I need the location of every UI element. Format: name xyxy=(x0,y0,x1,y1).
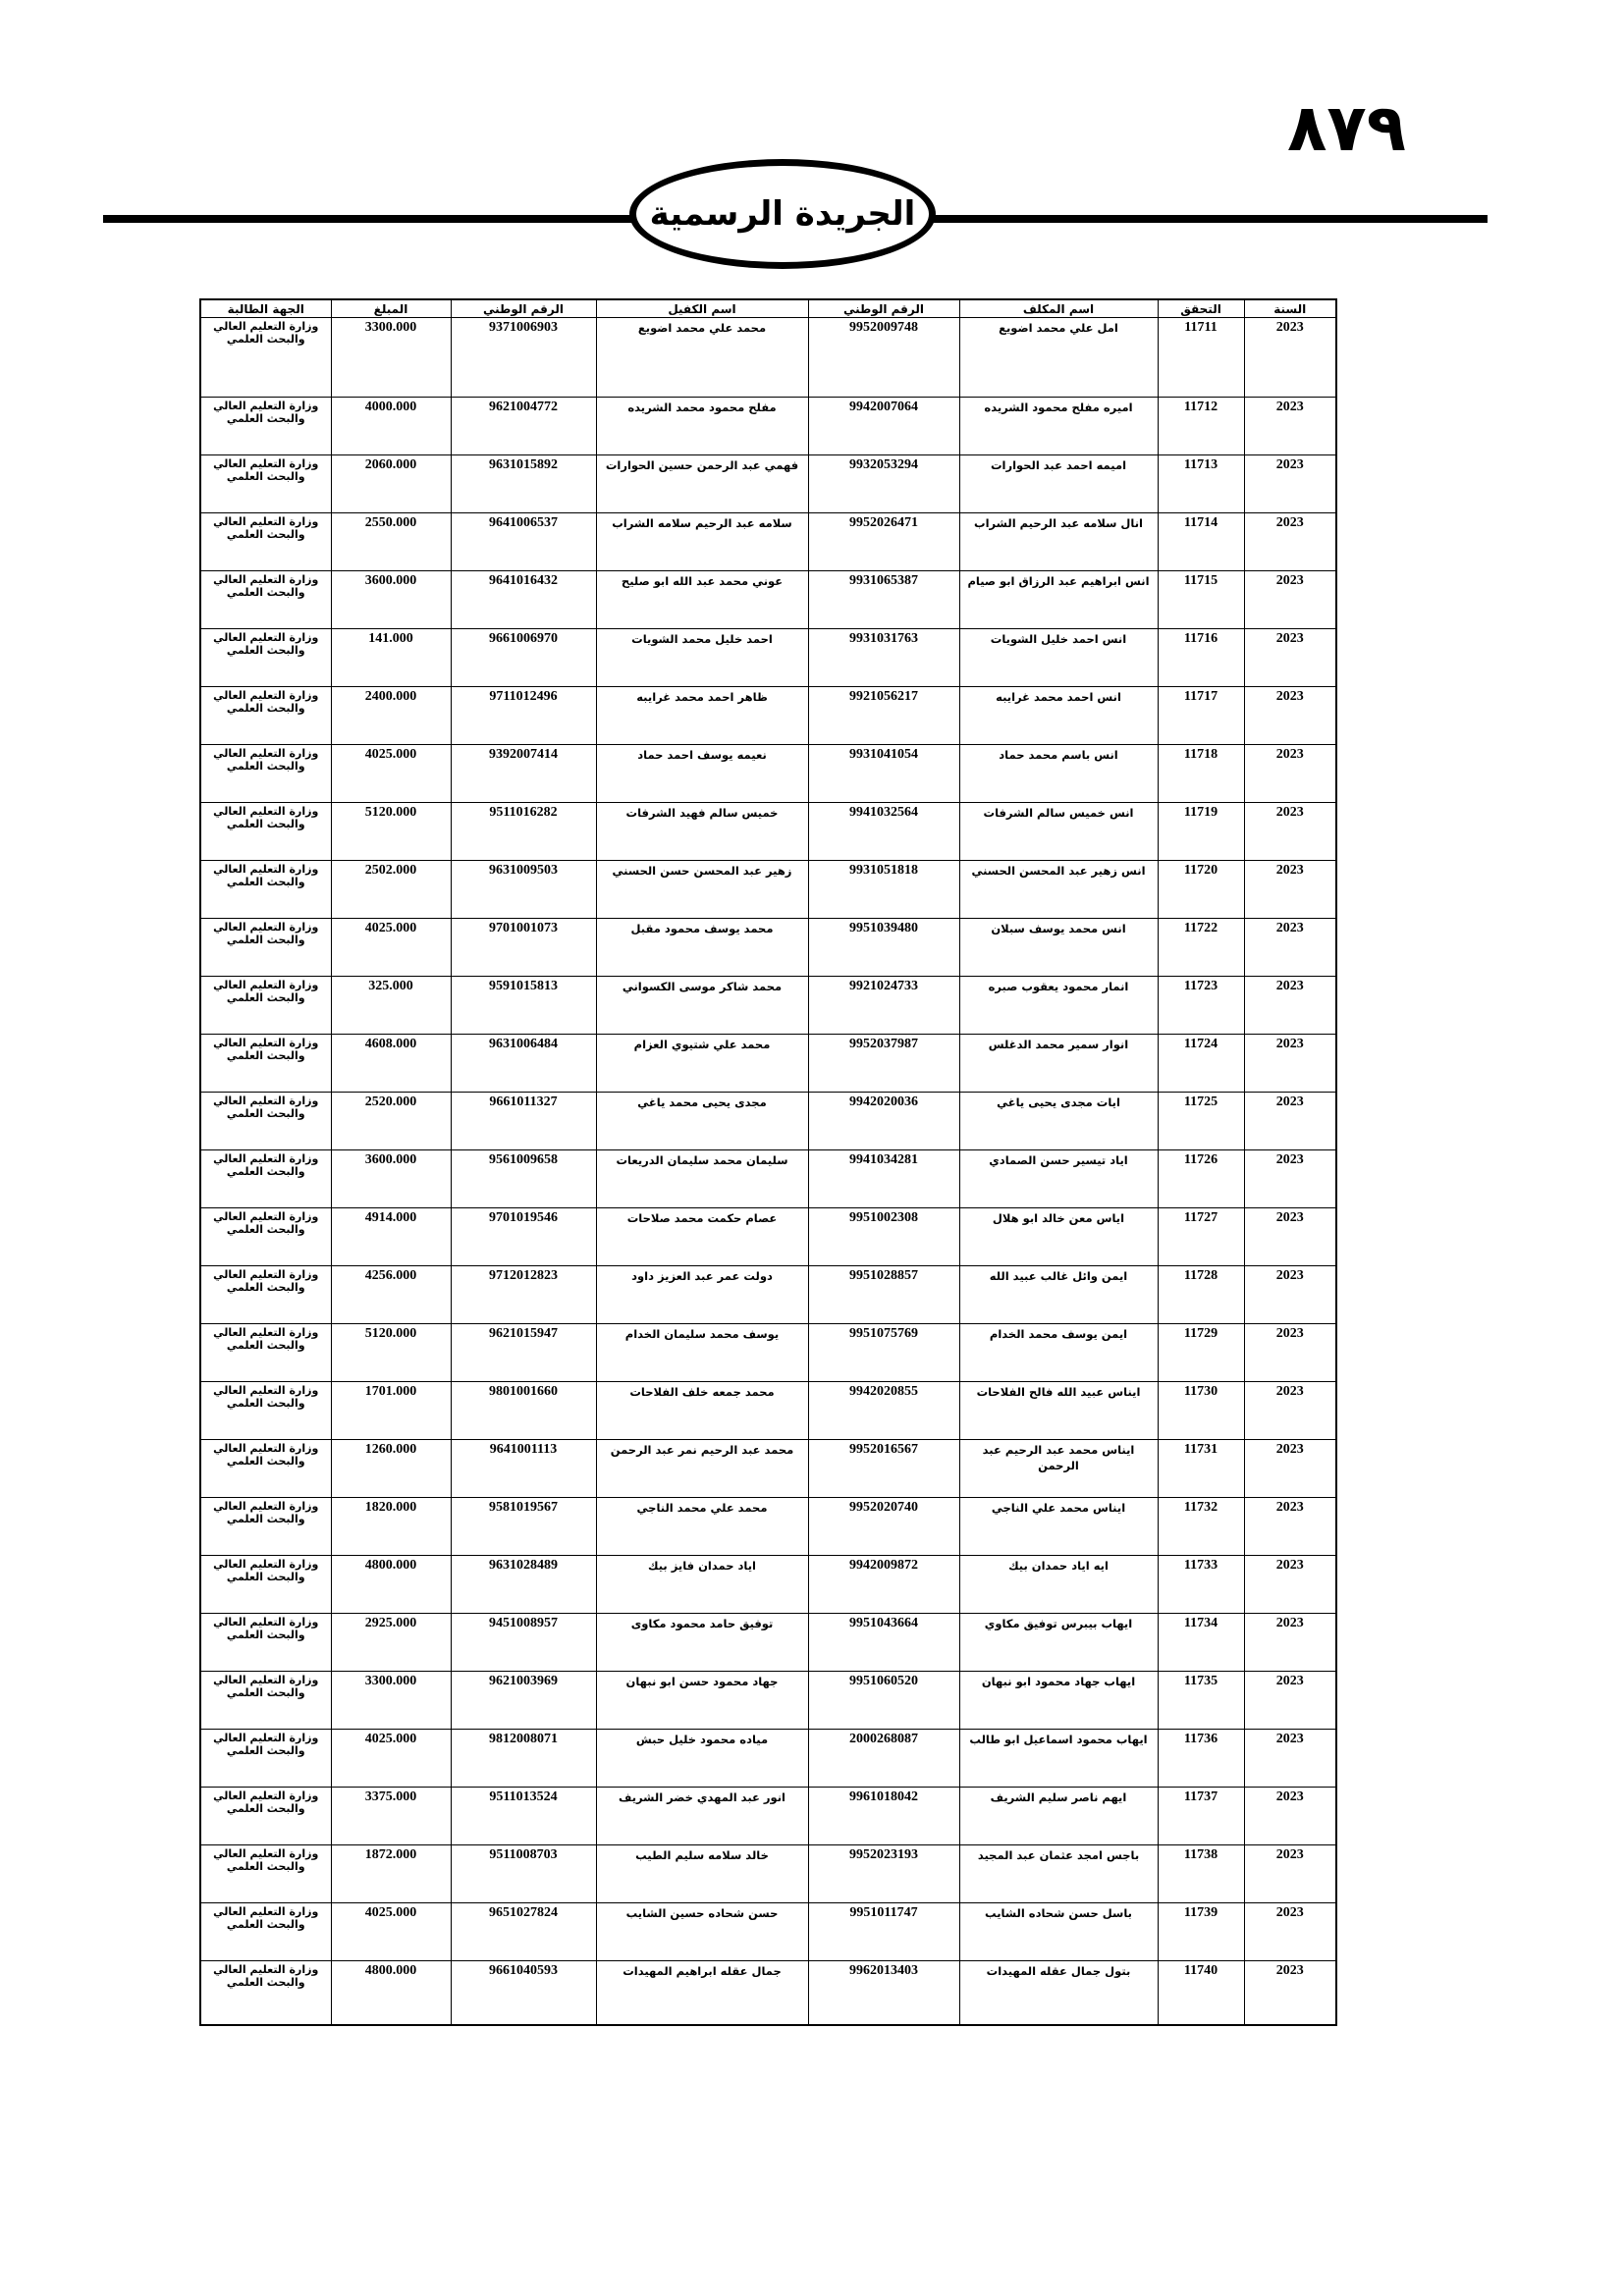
guarantor-national-id-cell: 9701001073 xyxy=(451,919,596,977)
debtor-name-cell: ايات مجدى يحيى ياغي xyxy=(959,1093,1158,1150)
table-row xyxy=(200,1266,1336,1324)
requesting-entity-cell: وزارة التعليم العالي والبحث العلمي xyxy=(200,977,331,1035)
requesting-entity-cell: وزارة التعليم العالي والبحث العلمي xyxy=(200,1788,331,1845)
table-row xyxy=(200,1382,1336,1440)
guarantor-national-id-cell: 9631009503 xyxy=(451,861,596,919)
guarantor-name-cell: مفلح محمود محمد الشريده xyxy=(596,398,808,455)
year-cell: 2023 xyxy=(1244,455,1336,513)
debtor-national-id-cell: 9952023193 xyxy=(808,1845,959,1903)
verification-cell: 11733 xyxy=(1158,1556,1244,1614)
guarantor-name-cell: محمد جمعه خلف الفلاحات xyxy=(596,1382,808,1440)
debtor-name-cell: باجس امجد عثمان عبد المجيد xyxy=(959,1845,1158,1903)
debtor-national-id-cell: 9932053294 xyxy=(808,455,959,513)
debtor-national-id-cell: 9952009748 xyxy=(808,318,959,398)
year-cell: 2023 xyxy=(1244,1498,1336,1556)
debtor-name-cell: انس خميس سالم الشرفات xyxy=(959,803,1158,861)
debtor-national-id-cell: 9951011747 xyxy=(808,1903,959,1961)
amount-cell: 3600.000 xyxy=(331,1150,451,1208)
year-cell: 2023 xyxy=(1244,1672,1336,1730)
col-header-guarantor-national-id: الرقم الوطني xyxy=(451,299,596,318)
debtor-national-id-cell: 9931031763 xyxy=(808,629,959,687)
table-row xyxy=(200,1672,1336,1730)
guarantor-name-cell: دولت عمر عبد العزيز داود xyxy=(596,1266,808,1324)
debtor-name-cell: بتول جمال عقله المهيدات xyxy=(959,1961,1158,2026)
verification-cell: 11731 xyxy=(1158,1440,1244,1498)
guarantor-national-id-cell: 9621015947 xyxy=(451,1324,596,1382)
debtor-national-id-cell: 9952016567 xyxy=(808,1440,959,1498)
year-cell: 2023 xyxy=(1244,919,1336,977)
debtor-national-id-cell: 9962013403 xyxy=(808,1961,959,2026)
amount-cell: 2925.000 xyxy=(331,1614,451,1672)
debtor-name-cell: انس باسم محمد حماد xyxy=(959,745,1158,803)
debtor-national-id-cell: 9952037987 xyxy=(808,1035,959,1093)
guarantor-national-id-cell: 9801001660 xyxy=(451,1382,596,1440)
guarantor-name-cell: محمد علي شتيوي العزام xyxy=(596,1035,808,1093)
verification-cell: 11714 xyxy=(1158,513,1244,571)
table-row xyxy=(200,803,1336,861)
guarantor-name-cell: يوسف محمد سليمان الخدام xyxy=(596,1324,808,1382)
verification-cell: 11722 xyxy=(1158,919,1244,977)
guarantor-national-id-cell: 9812008071 xyxy=(451,1730,596,1788)
gazette-title: الجريدة الرسمية xyxy=(649,194,916,234)
verification-cell: 11732 xyxy=(1158,1498,1244,1556)
guarantor-national-id-cell: 9591015813 xyxy=(451,977,596,1035)
table-row xyxy=(200,1730,1336,1788)
guarantor-national-id-cell: 9581019567 xyxy=(451,1498,596,1556)
requesting-entity-cell: وزارة التعليم العالي والبحث العلمي xyxy=(200,1730,331,1788)
year-cell: 2023 xyxy=(1244,1614,1336,1672)
requesting-entity-cell: وزارة التعليم العالي والبحث العلمي xyxy=(200,803,331,861)
debtor-name-cell: اميمه احمد عبد الحوارات xyxy=(959,455,1158,513)
table-row xyxy=(200,1440,1336,1498)
guarantor-name-cell: فهمي عبد الرحمن حسين الحوارات xyxy=(596,455,808,513)
verification-cell: 11712 xyxy=(1158,398,1244,455)
table-row xyxy=(200,919,1336,977)
debtor-national-id-cell: 9941032564 xyxy=(808,803,959,861)
guarantor-name-cell: محمد شاكر موسى الكسواني xyxy=(596,977,808,1035)
guarantor-national-id-cell: 9661011327 xyxy=(451,1093,596,1150)
requesting-entity-cell: وزارة التعليم العالي والبحث العلمي xyxy=(200,745,331,803)
requesting-entity-cell: وزارة التعليم العالي والبحث العلمي xyxy=(200,1614,331,1672)
guarantor-national-id-cell: 9392007414 xyxy=(451,745,596,803)
table-header-row xyxy=(200,299,1336,318)
verification-cell: 11711 xyxy=(1158,318,1244,398)
verification-cell: 11727 xyxy=(1158,1208,1244,1266)
requesting-entity-cell: وزارة التعليم العالي والبحث العلمي xyxy=(200,513,331,571)
table-row xyxy=(200,513,1336,571)
verification-cell: 11717 xyxy=(1158,687,1244,745)
guarantor-national-id-cell: 9631015892 xyxy=(451,455,596,513)
requesting-entity-cell: وزارة التعليم العالي والبحث العلمي xyxy=(200,1556,331,1614)
guarantor-national-id-cell: 9621003969 xyxy=(451,1672,596,1730)
amount-cell: 5120.000 xyxy=(331,803,451,861)
debtor-name-cell: ايهاب بيبرس توفيق مكاوي xyxy=(959,1614,1158,1672)
guarantor-name-cell: سليمان محمد سليمان الدريعات xyxy=(596,1150,808,1208)
table-body xyxy=(200,318,1336,2026)
guarantor-name-cell: ظاهر احمد محمد غرايبه xyxy=(596,687,808,745)
requesting-entity-cell: وزارة التعليم العالي والبحث العلمي xyxy=(200,1382,331,1440)
verification-cell: 11723 xyxy=(1158,977,1244,1035)
col-header-requesting-entity: الجهة الطالبة xyxy=(200,299,331,318)
year-cell: 2023 xyxy=(1244,1961,1336,2026)
col-header-amount: المبلغ xyxy=(331,299,451,318)
guarantor-name-cell: اياد حمدان فايز بيك xyxy=(596,1556,808,1614)
verification-cell: 11719 xyxy=(1158,803,1244,861)
requesting-entity-cell: وزارة التعليم العالي والبحث العلمي xyxy=(200,1903,331,1961)
verification-cell: 11724 xyxy=(1158,1035,1244,1093)
guarantor-national-id-cell: 9621004772 xyxy=(451,398,596,455)
year-cell: 2023 xyxy=(1244,629,1336,687)
requesting-entity-cell: وزارة التعليم العالي والبحث العلمي xyxy=(200,1266,331,1324)
requesting-entity-cell: وزارة التعليم العالي والبحث العلمي xyxy=(200,1208,331,1266)
amount-cell: 4914.000 xyxy=(331,1208,451,1266)
amount-cell: 325.000 xyxy=(331,977,451,1035)
year-cell: 2023 xyxy=(1244,1788,1336,1845)
guarantor-name-cell: مياده محمود خليل حبش xyxy=(596,1730,808,1788)
guarantor-name-cell: سلامه عبد الرحيم سلامه الشراب xyxy=(596,513,808,571)
year-cell: 2023 xyxy=(1244,1556,1336,1614)
debtor-name-cell: انس احمد خليل الشويات xyxy=(959,629,1158,687)
table-row xyxy=(200,977,1336,1035)
guarantor-national-id-cell: 9451008957 xyxy=(451,1614,596,1672)
amount-cell: 1872.000 xyxy=(331,1845,451,1903)
guarantor-national-id-cell: 9711012496 xyxy=(451,687,596,745)
debtor-name-cell: باسل حسن شحاده الشايب xyxy=(959,1903,1158,1961)
table-row xyxy=(200,861,1336,919)
debtor-name-cell: اميره مفلح محمود الشريده xyxy=(959,398,1158,455)
year-cell: 2023 xyxy=(1244,977,1336,1035)
table-row xyxy=(200,687,1336,745)
year-cell: 2023 xyxy=(1244,513,1336,571)
year-cell: 2023 xyxy=(1244,318,1336,398)
amount-cell: 141.000 xyxy=(331,629,451,687)
amount-cell: 4800.000 xyxy=(331,1556,451,1614)
table-row xyxy=(200,629,1336,687)
table-row xyxy=(200,398,1336,455)
requesting-entity-cell: وزارة التعليم العالي والبحث العلمي xyxy=(200,1672,331,1730)
debtor-name-cell: انمار محمود يعقوب صبره xyxy=(959,977,1158,1035)
debtor-name-cell: انس ابراهيم عبد الرزاق ابو صيام xyxy=(959,571,1158,629)
verification-cell: 11737 xyxy=(1158,1788,1244,1845)
guarantor-national-id-cell: 9371006903 xyxy=(451,318,596,398)
debtor-name-cell: ايمن يوسف محمد الخدام xyxy=(959,1324,1158,1382)
amount-cell: 2502.000 xyxy=(331,861,451,919)
amount-cell: 2550.000 xyxy=(331,513,451,571)
debtor-national-id-cell: 9951028857 xyxy=(808,1266,959,1324)
year-cell: 2023 xyxy=(1244,1093,1336,1150)
col-header-guarantor-name: اسم الكفيل xyxy=(596,299,808,318)
guarantor-name-cell: مجدى يحيى محمد ياغي xyxy=(596,1093,808,1150)
amount-cell: 2400.000 xyxy=(331,687,451,745)
year-cell: 2023 xyxy=(1244,1382,1336,1440)
verification-cell: 11736 xyxy=(1158,1730,1244,1788)
debtor-name-cell: انس احمد محمد غرايبه xyxy=(959,687,1158,745)
debtor-national-id-cell: 9952020740 xyxy=(808,1498,959,1556)
guarantor-national-id-cell: 9661006970 xyxy=(451,629,596,687)
debtor-national-id-cell: 9931065387 xyxy=(808,571,959,629)
amount-cell: 3300.000 xyxy=(331,318,451,398)
debtor-name-cell: ايناس عبيد الله فالح الفلاحات xyxy=(959,1382,1158,1440)
debtor-national-id-cell: 9931051818 xyxy=(808,861,959,919)
amount-cell: 4025.000 xyxy=(331,919,451,977)
debtor-national-id-cell: 9951043664 xyxy=(808,1614,959,1672)
requesting-entity-cell: وزارة التعليم العالي والبحث العلمي xyxy=(200,1150,331,1208)
table-row xyxy=(200,1614,1336,1672)
requesting-entity-cell: وزارة التعليم العالي والبحث العلمي xyxy=(200,318,331,398)
table-row xyxy=(200,1208,1336,1266)
debtor-national-id-cell: 9952026471 xyxy=(808,513,959,571)
guarantor-name-cell: انور عبد المهدي خضر الشريف xyxy=(596,1788,808,1845)
debtor-name-cell: ايمن وائل غالب عبيد الله xyxy=(959,1266,1158,1324)
debtor-name-cell: ايهم ناصر سليم الشريف xyxy=(959,1788,1158,1845)
debtor-name-cell: اياس معن خالد ابو هلال xyxy=(959,1208,1158,1266)
verification-cell: 11730 xyxy=(1158,1382,1244,1440)
table-row xyxy=(200,455,1336,513)
table-row xyxy=(200,1961,1336,2026)
year-cell: 2023 xyxy=(1244,1208,1336,1266)
table-row xyxy=(200,318,1336,398)
table-row xyxy=(200,1093,1336,1150)
guarantor-name-cell: محمد عبد الرحيم نمر عبد الرحمن xyxy=(596,1440,808,1498)
debtor-name-cell: ايهاب جهاد محمود ابو نبهان xyxy=(959,1672,1158,1730)
amount-cell: 4800.000 xyxy=(331,1961,451,2026)
guarantor-name-cell: عصام حكمت محمد صلاحات xyxy=(596,1208,808,1266)
amount-cell: 3300.000 xyxy=(331,1672,451,1730)
guarantor-name-cell: خميس سالم فهيد الشرفات xyxy=(596,803,808,861)
verification-cell: 11729 xyxy=(1158,1324,1244,1382)
table-row xyxy=(200,1845,1336,1903)
amount-cell: 4025.000 xyxy=(331,1730,451,1788)
verification-cell: 11739 xyxy=(1158,1903,1244,1961)
debtor-national-id-cell: 9942007064 xyxy=(808,398,959,455)
guarantor-name-cell: محمد يوسف محمود مقبل xyxy=(596,919,808,977)
verification-cell: 11716 xyxy=(1158,629,1244,687)
debtor-name-cell: ايناس محمد عبد الرحيم عبد الرحمن xyxy=(959,1440,1158,1498)
requesting-entity-cell: وزارة التعليم العالي والبحث العلمي xyxy=(200,455,331,513)
debtor-name-cell: انال سلامه عبد الرحيم الشراب xyxy=(959,513,1158,571)
verification-cell: 11720 xyxy=(1158,861,1244,919)
table-row xyxy=(200,745,1336,803)
year-cell: 2023 xyxy=(1244,861,1336,919)
requesting-entity-cell: وزارة التعليم العالي والبحث العلمي xyxy=(200,919,331,977)
debtor-name-cell: انس زهير عبد المحسن الحسني xyxy=(959,861,1158,919)
table-row xyxy=(200,1788,1336,1845)
debtor-name-cell: انوار سمير محمد الدغلس xyxy=(959,1035,1158,1093)
guarantor-name-cell: حسن شحاده حسين الشايب xyxy=(596,1903,808,1961)
col-header-debtor-national-id: الرقم الوطني xyxy=(808,299,959,318)
year-cell: 2023 xyxy=(1244,687,1336,745)
col-header-debtor-name: اسم المكلف xyxy=(959,299,1158,318)
amount-cell: 3600.000 xyxy=(331,571,451,629)
amount-cell: 1701.000 xyxy=(331,1382,451,1440)
verification-cell: 11725 xyxy=(1158,1093,1244,1150)
debtors-table-container xyxy=(199,298,1335,2026)
amount-cell: 5120.000 xyxy=(331,1324,451,1382)
requesting-entity-cell: وزارة التعليم العالي والبحث العلمي xyxy=(200,398,331,455)
year-cell: 2023 xyxy=(1244,1730,1336,1788)
table-row xyxy=(200,1498,1336,1556)
verification-cell: 11735 xyxy=(1158,1672,1244,1730)
debtor-national-id-cell: 9921056217 xyxy=(808,687,959,745)
year-cell: 2023 xyxy=(1244,1266,1336,1324)
year-cell: 2023 xyxy=(1244,745,1336,803)
debtor-national-id-cell: 9931041054 xyxy=(808,745,959,803)
verification-cell: 11728 xyxy=(1158,1266,1244,1324)
table-row xyxy=(200,1035,1336,1093)
requesting-entity-cell: وزارة التعليم العالي والبحث العلمي xyxy=(200,861,331,919)
requesting-entity-cell: وزارة التعليم العالي والبحث العلمي xyxy=(200,1324,331,1382)
verification-cell: 11726 xyxy=(1158,1150,1244,1208)
year-cell: 2023 xyxy=(1244,1845,1336,1903)
amount-cell: 4000.000 xyxy=(331,398,451,455)
year-cell: 2023 xyxy=(1244,571,1336,629)
guarantor-name-cell: خالد سلامه سليم الطيب xyxy=(596,1845,808,1903)
requesting-entity-cell: وزارة التعليم العالي والبحث العلمي xyxy=(200,1093,331,1150)
guarantor-national-id-cell: 9651027824 xyxy=(451,1903,596,1961)
year-cell: 2023 xyxy=(1244,1150,1336,1208)
amount-cell: 1260.000 xyxy=(331,1440,451,1498)
year-cell: 2023 xyxy=(1244,1324,1336,1382)
table-row xyxy=(200,1903,1336,1961)
table-row xyxy=(200,1324,1336,1382)
amount-cell: 4256.000 xyxy=(331,1266,451,1324)
guarantor-national-id-cell: 9511016282 xyxy=(451,803,596,861)
amount-cell: 4025.000 xyxy=(331,745,451,803)
debtor-name-cell: اياد تيسير حسن الصمادي xyxy=(959,1150,1158,1208)
guarantor-name-cell: عوني محمد عبد الله ابو صليح xyxy=(596,571,808,629)
amount-cell: 2060.000 xyxy=(331,455,451,513)
amount-cell: 4608.000 xyxy=(331,1035,451,1093)
amount-cell: 4025.000 xyxy=(331,1903,451,1961)
requesting-entity-cell: وزارة التعليم العالي والبحث العلمي xyxy=(200,1845,331,1903)
debtor-national-id-cell: 9951075769 xyxy=(808,1324,959,1382)
guarantor-name-cell: جهاد محمود حسن ابو نبهان xyxy=(596,1672,808,1730)
debtor-national-id-cell: 9951002308 xyxy=(808,1208,959,1266)
debtor-national-id-cell: 9951039480 xyxy=(808,919,959,977)
table-row xyxy=(200,1556,1336,1614)
guarantor-national-id-cell: 9631006484 xyxy=(451,1035,596,1093)
amount-cell: 3375.000 xyxy=(331,1788,451,1845)
debtors-table xyxy=(199,298,1337,2026)
guarantor-national-id-cell: 9661040593 xyxy=(451,1961,596,2026)
guarantor-name-cell: توفيق حامد محمود مكاوى xyxy=(596,1614,808,1672)
requesting-entity-cell: وزارة التعليم العالي والبحث العلمي xyxy=(200,571,331,629)
year-cell: 2023 xyxy=(1244,1035,1336,1093)
debtor-name-cell: ايناس محمد علي الناجي xyxy=(959,1498,1158,1556)
guarantor-name-cell: زهير عبد المحسن حسن الحسني xyxy=(596,861,808,919)
guarantor-national-id-cell: 9511013524 xyxy=(451,1788,596,1845)
verification-cell: 11713 xyxy=(1158,455,1244,513)
requesting-entity-cell: وزارة التعليم العالي والبحث العلمي xyxy=(200,1498,331,1556)
guarantor-national-id-cell: 9561009658 xyxy=(451,1150,596,1208)
debtor-national-id-cell: 9921024733 xyxy=(808,977,959,1035)
verification-cell: 11734 xyxy=(1158,1614,1244,1672)
debtor-name-cell: امل علي محمد اضويع xyxy=(959,318,1158,398)
debtor-national-id-cell: 9942020036 xyxy=(808,1093,959,1150)
year-cell: 2023 xyxy=(1244,1440,1336,1498)
amount-cell: 1820.000 xyxy=(331,1498,451,1556)
guarantor-name-cell: نعيمه يوسف احمد حماد xyxy=(596,745,808,803)
guarantor-national-id-cell: 9641006537 xyxy=(451,513,596,571)
debtor-name-cell: ايه اياد حمدان بيك xyxy=(959,1556,1158,1614)
debtor-name-cell: انس محمد يوسف سبلان xyxy=(959,919,1158,977)
gazette-title-oval xyxy=(629,159,936,269)
debtor-national-id-cell: 2000268087 xyxy=(808,1730,959,1788)
table-row xyxy=(200,571,1336,629)
col-header-year: السنة xyxy=(1244,299,1336,318)
year-cell: 2023 xyxy=(1244,1903,1336,1961)
requesting-entity-cell: وزارة التعليم العالي والبحث العلمي xyxy=(200,687,331,745)
amount-cell: 2520.000 xyxy=(331,1093,451,1150)
requesting-entity-cell: وزارة التعليم العالي والبحث العلمي xyxy=(200,1440,331,1498)
page-number: ٨٧٩ xyxy=(1287,90,1406,166)
guarantor-name-cell: محمد علي محمد اضويع xyxy=(596,318,808,398)
guarantor-name-cell: جمال عقله ابراهيم المهيدات xyxy=(596,1961,808,2026)
guarantor-national-id-cell: 9641016432 xyxy=(451,571,596,629)
guarantor-national-id-cell: 9712012823 xyxy=(451,1266,596,1324)
debtor-national-id-cell: 9942009872 xyxy=(808,1556,959,1614)
verification-cell: 11718 xyxy=(1158,745,1244,803)
verification-cell: 11715 xyxy=(1158,571,1244,629)
guarantor-name-cell: احمد خليل محمد الشويات xyxy=(596,629,808,687)
debtor-national-id-cell: 9961018042 xyxy=(808,1788,959,1845)
debtor-national-id-cell: 9941034281 xyxy=(808,1150,959,1208)
verification-cell: 11738 xyxy=(1158,1845,1244,1903)
debtor-name-cell: ايهاب محمود اسماعيل ابو طالب xyxy=(959,1730,1158,1788)
requesting-entity-cell: وزارة التعليم العالي والبحث العلمي xyxy=(200,629,331,687)
table-row xyxy=(200,1150,1336,1208)
verification-cell: 11740 xyxy=(1158,1961,1244,2026)
guarantor-name-cell: محمد علي محمد الناجي xyxy=(596,1498,808,1556)
col-header-verification: التحقق xyxy=(1158,299,1244,318)
year-cell: 2023 xyxy=(1244,803,1336,861)
guarantor-national-id-cell: 9511008703 xyxy=(451,1845,596,1903)
debtor-national-id-cell: 9942020855 xyxy=(808,1382,959,1440)
year-cell: 2023 xyxy=(1244,398,1336,455)
guarantor-national-id-cell: 9631028489 xyxy=(451,1556,596,1614)
guarantor-national-id-cell: 9701019546 xyxy=(451,1208,596,1266)
requesting-entity-cell: وزارة التعليم العالي والبحث العلمي xyxy=(200,1961,331,2026)
debtor-national-id-cell: 9951060520 xyxy=(808,1672,959,1730)
guarantor-national-id-cell: 9641001113 xyxy=(451,1440,596,1498)
requesting-entity-cell: وزارة التعليم العالي والبحث العلمي xyxy=(200,1035,331,1093)
